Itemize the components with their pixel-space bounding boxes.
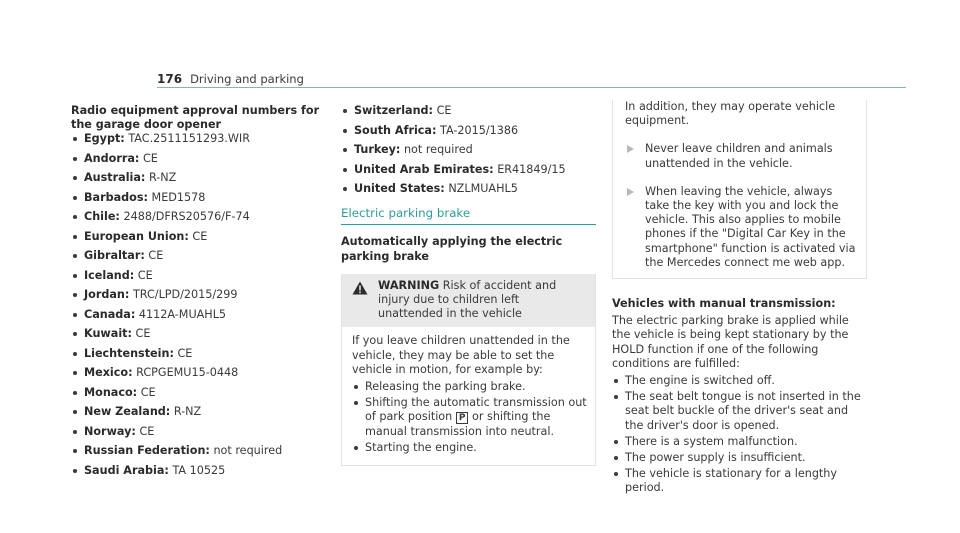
country-name: Andorra: <box>84 151 140 165</box>
list-item <box>71 444 321 458</box>
list-item <box>71 308 321 322</box>
list-item <box>71 405 321 419</box>
approval-number: TRC/LPD/2015/299 <box>132 288 238 302</box>
country-name: United Arab Emirates: <box>354 162 494 176</box>
country-name: Mexico: <box>84 366 133 380</box>
column-manual-transmission <box>612 100 867 498</box>
country-name: Norway: <box>84 424 136 438</box>
country-name: Monaco: <box>84 385 138 399</box>
list-item <box>71 425 321 439</box>
approval-number: TAC.2511151293.WIR <box>128 132 251 146</box>
list-item <box>341 104 596 118</box>
country-name: South Africa: <box>354 123 437 137</box>
warning-header <box>342 274 595 328</box>
country-name: Switzerland: <box>354 104 434 117</box>
manual-transmission-heading: Vehicles with manual transmission: <box>612 297 836 311</box>
list-item: There is a system malfunction. <box>612 435 867 449</box>
approval-number: CE <box>139 424 155 438</box>
list-item <box>341 143 596 157</box>
warning-box-continued <box>612 100 867 279</box>
approval-number: CE <box>148 249 164 263</box>
list-item <box>341 163 596 177</box>
electric-parking-brake-heading: Electric parking brake <box>341 206 596 225</box>
warning-triangle-icon <box>352 281 368 295</box>
approval-number: CE <box>137 268 153 282</box>
tip-item: When leaving the vehicle, always take the key with you and lock the vehicle. This also applies to mobile phones if the "Digital Car Key in the smartphone" function is activated via the Mercedes connect me web app. <box>625 185 856 270</box>
approval-number: R-NZ <box>148 171 177 185</box>
country-name: Canada: <box>84 307 136 321</box>
park-position-symbol: P <box>456 412 469 424</box>
country-name: Australia: <box>84 171 146 185</box>
country-name: Kuwait: <box>84 327 132 341</box>
auto-apply-subheading: Automatically applying the electric parking brake <box>341 235 563 263</box>
arrow-bullet-icon <box>627 188 634 196</box>
approvals-list <box>71 132 321 478</box>
country-name: New Zealand: <box>84 405 171 419</box>
approval-number: 4112A-MUAHL5 <box>138 307 227 321</box>
list-item <box>71 152 321 166</box>
warning-box <box>341 274 596 466</box>
tip-item: Never leave children and animals unattended in the vehicle. <box>625 142 856 170</box>
approval-number: not required <box>403 143 473 156</box>
warning-intro: If you leave children unattended in the vehicle, they may be able to set the vehicle in motion, for example by: <box>352 334 570 376</box>
approval-number: ER41849/15 <box>497 162 566 176</box>
approval-number: R-NZ <box>173 405 202 419</box>
list-item <box>71 366 321 380</box>
list-item: The seat belt tongue is not inserted in the seat belt buckle of the driver's seat and the driver's door is opened. <box>612 390 867 433</box>
country-name: Russian Federation: <box>84 444 210 458</box>
list-item <box>71 191 321 205</box>
approval-number: 2488/DFRS20576/F-74 <box>123 210 250 224</box>
column-approvals <box>71 104 321 483</box>
list-item <box>71 249 321 263</box>
list-item <box>71 386 321 400</box>
list-item <box>71 327 321 341</box>
list-item <box>71 347 321 361</box>
list-item <box>341 124 596 138</box>
country-name: United States: <box>354 182 445 195</box>
approval-number: TA-2015/1386 <box>440 123 519 137</box>
approval-number: CE <box>192 229 208 243</box>
approval-number: CE <box>142 151 158 165</box>
warning-body <box>342 327 595 465</box>
country-name: Liechtenstein: <box>84 346 174 360</box>
approvals-list-continued <box>341 104 596 196</box>
country-name: Egypt: <box>84 132 125 146</box>
country-name: Barbados: <box>84 190 148 204</box>
approval-number: TA 10525 <box>172 463 226 477</box>
country-name: Iceland: <box>84 268 135 282</box>
country-name: Gibraltar: <box>84 249 145 263</box>
list-item: The engine is switched off. <box>612 374 867 388</box>
manual-transmission-text: The electric parking brake is applied while the vehicle is being kept stationary by the HOLD function if one of the following conditions are fulfilled: <box>612 314 849 370</box>
list-item: The vehicle is stationary for a lengthy period. <box>612 467 867 495</box>
approval-number: NZLMUAHL5 <box>448 182 518 195</box>
approval-number: CE <box>177 346 193 360</box>
country-name: Jordan: <box>84 288 130 302</box>
country-name: Saudi Arabia: <box>84 463 169 477</box>
list-item <box>71 269 321 283</box>
warning-title: Risk of accident and injury due to children left unattended in the vehicle <box>378 278 557 321</box>
country-name: Turkey: <box>354 143 401 156</box>
conditions-list <box>612 374 867 496</box>
page-number: 176 <box>157 72 183 86</box>
arrow-bullet-icon <box>627 145 634 153</box>
column-parking-brake <box>341 104 596 466</box>
info-intro: In addition, they may operate vehicle equipment. <box>625 100 836 128</box>
list-item <box>71 288 321 302</box>
page-header <box>157 72 906 87</box>
approvals-heading: Radio equipment approval numbers for the garage door opener <box>71 104 320 132</box>
country-name: European Union: <box>84 229 189 243</box>
approval-number: not required <box>213 444 283 458</box>
warning-list <box>352 380 587 455</box>
approval-number: RCPGEMU15-0448 <box>136 366 239 380</box>
list-item <box>71 464 321 478</box>
approval-number: CE <box>135 327 151 341</box>
list-item <box>71 171 321 185</box>
warning-label: WARNING <box>378 278 440 292</box>
header-rule <box>157 87 906 88</box>
approval-number: MED1578 <box>151 190 206 204</box>
approval-number: CE <box>140 385 156 399</box>
country-name: Chile: <box>84 210 120 224</box>
approval-number: CE <box>436 104 452 117</box>
list-item <box>71 132 321 146</box>
list-item <box>71 210 321 224</box>
list-item <box>341 182 596 196</box>
list-item: The power supply is insufficient. <box>612 451 867 465</box>
list-item: Shifting the automatic transmission out of park position P or shifting the manual transmission into neutral. <box>352 396 587 439</box>
list-item: Starting the engine. <box>352 441 587 455</box>
section-title: Driving and parking <box>190 72 304 86</box>
list-item: Releasing the parking brake. <box>352 380 587 394</box>
list-item <box>71 230 321 244</box>
